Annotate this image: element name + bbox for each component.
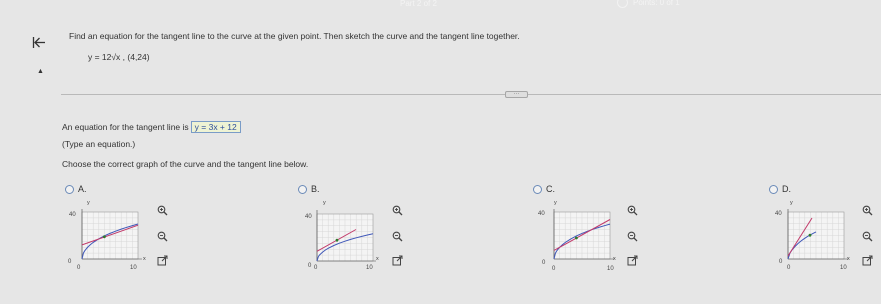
- option-b[interactable]: [298, 184, 320, 194]
- ellipsis-icon[interactable]: ···: [505, 91, 528, 98]
- popout-icon[interactable]: [862, 253, 873, 264]
- scroll-up-icon[interactable]: ▲: [37, 68, 44, 75]
- answer-input[interactable]: y = 3x + 12: [191, 121, 241, 133]
- plot-area: [554, 209, 614, 259]
- y-axis-label: y: [790, 200, 793, 206]
- y-axis-label: y: [87, 200, 90, 206]
- graph-a: [62, 198, 154, 273]
- y-axis-label: y: [323, 200, 326, 206]
- zoom-in-icon[interactable]: [392, 203, 403, 214]
- top-bar: [0, 0, 881, 10]
- x-max-label: 10: [366, 265, 373, 271]
- y-max-label: 40: [305, 214, 312, 220]
- radio-b[interactable]: [298, 185, 307, 194]
- y-axis-label: y: [554, 200, 557, 206]
- zoom-in-icon[interactable]: [627, 203, 638, 214]
- question-instruction: Find an equation for the tangent line to the curve at the given point. Then sketch the curve and the tangent line together.: [69, 31, 520, 41]
- graph-c: [528, 198, 624, 273]
- divider: [61, 94, 881, 95]
- choose-prompt: Choose the correct graph of the curve and the tangent line below.: [62, 159, 309, 169]
- answer-prefix: An equation for the tangent line is: [62, 122, 189, 132]
- plot-area: [82, 209, 142, 259]
- question-equation: y = 12√x , (4,24): [88, 52, 150, 62]
- graph-b: [296, 198, 388, 273]
- x-max-label: 10: [607, 266, 614, 272]
- answer-hint: (Type an equation.): [62, 139, 136, 149]
- points-indicator: [617, 0, 680, 8]
- x-min-label: 0: [77, 265, 81, 271]
- y-min-label: 0: [779, 259, 783, 265]
- y-max-label: 40: [775, 211, 782, 217]
- zoom-in-icon[interactable]: [157, 203, 168, 214]
- part-label: Part 2 of 2: [400, 0, 437, 8]
- option-letter: D.: [782, 184, 791, 194]
- option-a[interactable]: [65, 184, 87, 194]
- option-d[interactable]: [769, 184, 791, 194]
- x-axis-label: x: [847, 256, 850, 262]
- y-min-label: 0: [308, 263, 312, 269]
- y-max-label: 40: [538, 211, 545, 217]
- radio-a[interactable]: [65, 185, 74, 194]
- x-axis-label: x: [143, 256, 146, 262]
- option-c[interactable]: [533, 184, 555, 194]
- x-min-label: 0: [552, 266, 556, 272]
- popout-icon[interactable]: [157, 253, 168, 264]
- x-min-label: 0: [787, 265, 791, 271]
- option-letter: B.: [311, 184, 320, 194]
- plot-area: [788, 209, 848, 259]
- radio-d[interactable]: [769, 185, 778, 194]
- zoom-out-icon[interactable]: [157, 229, 168, 240]
- zoom-out-icon[interactable]: [627, 229, 638, 240]
- zoom-out-icon[interactable]: [392, 229, 403, 240]
- points-label: Points: 0 of 1: [633, 0, 680, 7]
- option-letter: C.: [546, 184, 555, 194]
- x-min-label: 0: [314, 265, 318, 271]
- zoom-in-icon[interactable]: [862, 203, 873, 214]
- zoom-out-icon[interactable]: [862, 229, 873, 240]
- points-circle-icon: [617, 0, 628, 8]
- x-axis-label: x: [376, 256, 379, 262]
- graph-d: [768, 198, 858, 273]
- x-axis-label: x: [613, 256, 616, 262]
- option-letter: A.: [78, 184, 87, 194]
- plot-area: [317, 210, 376, 261]
- radio-c[interactable]: [533, 185, 542, 194]
- popout-icon[interactable]: [392, 253, 403, 264]
- y-min-label: 0: [542, 260, 546, 266]
- y-min-label: 0: [68, 259, 72, 265]
- popout-icon[interactable]: [627, 253, 638, 264]
- back-arrow-icon[interactable]: [32, 36, 46, 53]
- answer-line: [62, 121, 241, 133]
- y-max-label: 40: [69, 212, 76, 218]
- x-max-label: 10: [130, 265, 137, 271]
- x-max-label: 10: [840, 265, 847, 271]
